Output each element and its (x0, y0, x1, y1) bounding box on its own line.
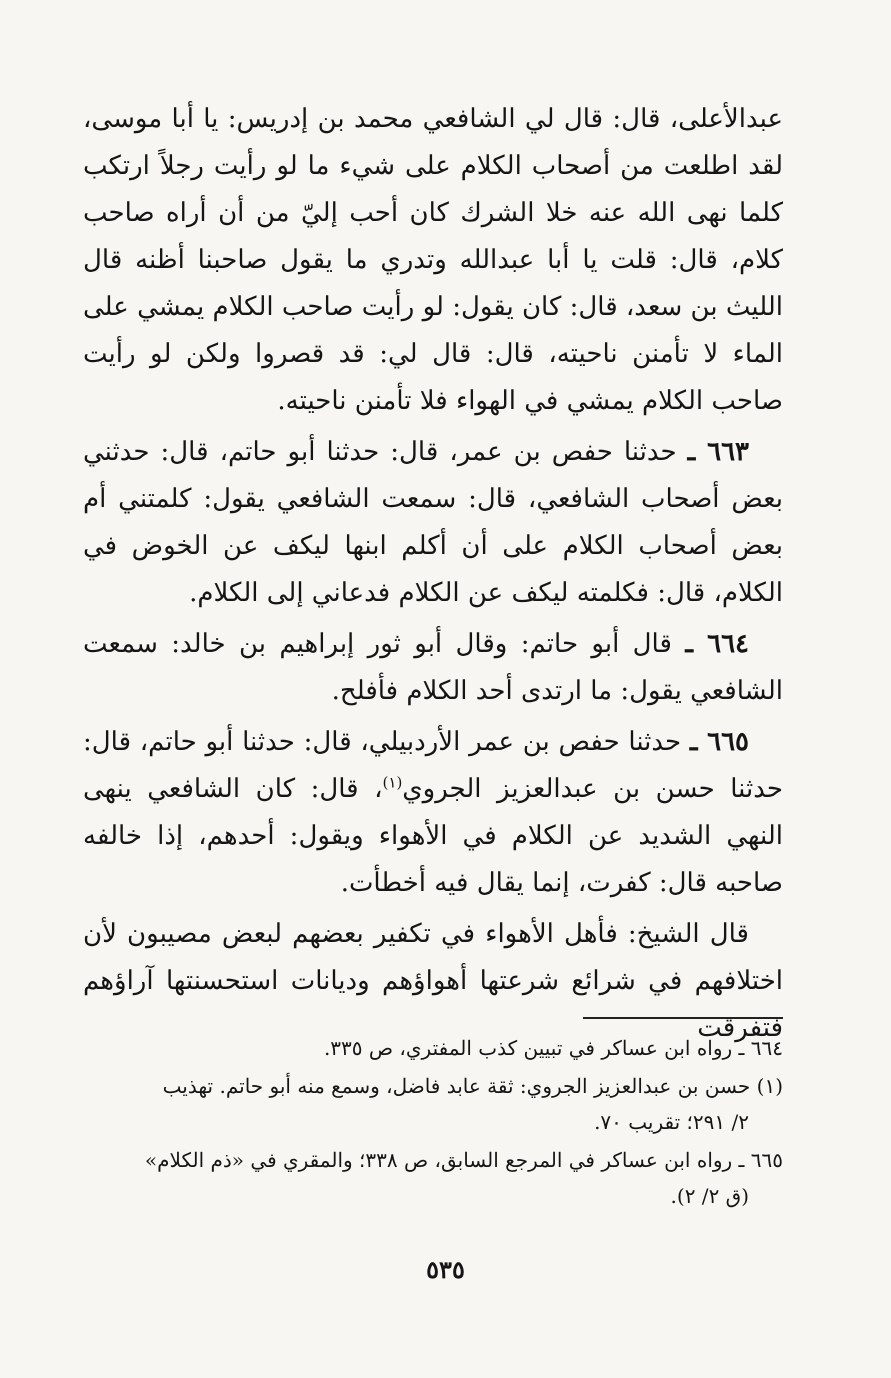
footnote-ref: (١) (382, 773, 403, 792)
paragraph-1: عبدالأعلى، قال: قال لي الشافعي محمد بن إدريس: يا أبا موسى، لقد اطلعت من أصحاب الكلام على شيء ما لو رأيت رجلاً ارتكب كلما نهى الله عنه خلا الشرك كان أحب إليّ من أن أراه صاحب كلام، قال: قلت يا أبا عبدالله وتدري ما يقول صاحبنا أظنه قال الليث بن سعد، قال: كان يقول: لو رأيت صاحب الكلام يمشي على الماء لا تأمنن ناحيته، قال: قال لي: قد قصروا ولكن لو رأيت صاحب الكلام يمشي في الهواء فلا تأمنن ناحيته. (83, 104, 783, 416)
narration-text: حدثنا حفص بن عمر الأردبيلي، قال: حدثنا أبو حاتم، قال: حدثنا حسن بن عبدالعزيز الجروي (83, 727, 783, 804)
footnote-664: ٦٦٤ ـ رواه ابن عساكر في تبيين كذب المفتري، ص ٣٣٥. (323, 1036, 783, 1060)
page-number: ٥٣٥ (426, 1255, 465, 1284)
footnotes (83, 1030, 783, 1216)
narration-number: ٦٦٤ ـ (685, 629, 750, 659)
paragraph-sheikh: قال الشيخ: فأهل الأهواء في تكفير بعضهم لبعض مصيبون لأن اختلافهم في شرائع شرعتها أهواؤهم وديانات استحسنتها آراؤهم فتفرقت (83, 919, 783, 1043)
footnote-665: ٦٦٥ ـ رواه ابن عساكر في المرجع السابق، ص ٣٣٨؛ والمقري في «ذم الكلام» (ق ٢/ ٢). (144, 1148, 783, 1208)
narration-number: ٦٦٣ ـ (687, 437, 750, 467)
narration-text: ، قال: كان الشافعي ينهى النهي الشديد عن الكلام في الأهواء ويقول: أحدهم، إذا خالفه صاحبه قال: كفرت، إنما يقال فيه أخطأت. (83, 774, 783, 898)
paragraph-665 (83, 719, 783, 907)
main-text (83, 96, 783, 1052)
paragraph-664 (83, 621, 783, 715)
footnote-1: (١) حسن بن عبدالعزيز الجروي: ثقة عابد فاضل، وسمع منه أبو حاتم. تهذيب ٢/ ٢٩١؛ تقريب ٧٠. (162, 1074, 783, 1134)
narration-text: قال أبو حاتم: وقال أبو ثور إبراهيم بن خالد: سمعت الشافعي يقول: ما ارتدى أحد الكلام فأفلح. (83, 629, 783, 706)
paragraph-663 (83, 429, 783, 617)
narration-text: حدثنا حفص بن عمر، قال: حدثنا أبو حاتم، قال: حدثني بعض أصحاب الشافعي، قال: سمعت الشافعي يقول: كلمتني أم بعض أصحاب الكلام على أن أكلم ابنها ليكف عن الخوض في الكلام، قال: فكلمته ليكف عن الكلام فدعاني إلى الكلام. (83, 437, 783, 608)
narration-number: ٦٦٥ ـ (689, 727, 750, 757)
footnote-divider (583, 1017, 783, 1019)
